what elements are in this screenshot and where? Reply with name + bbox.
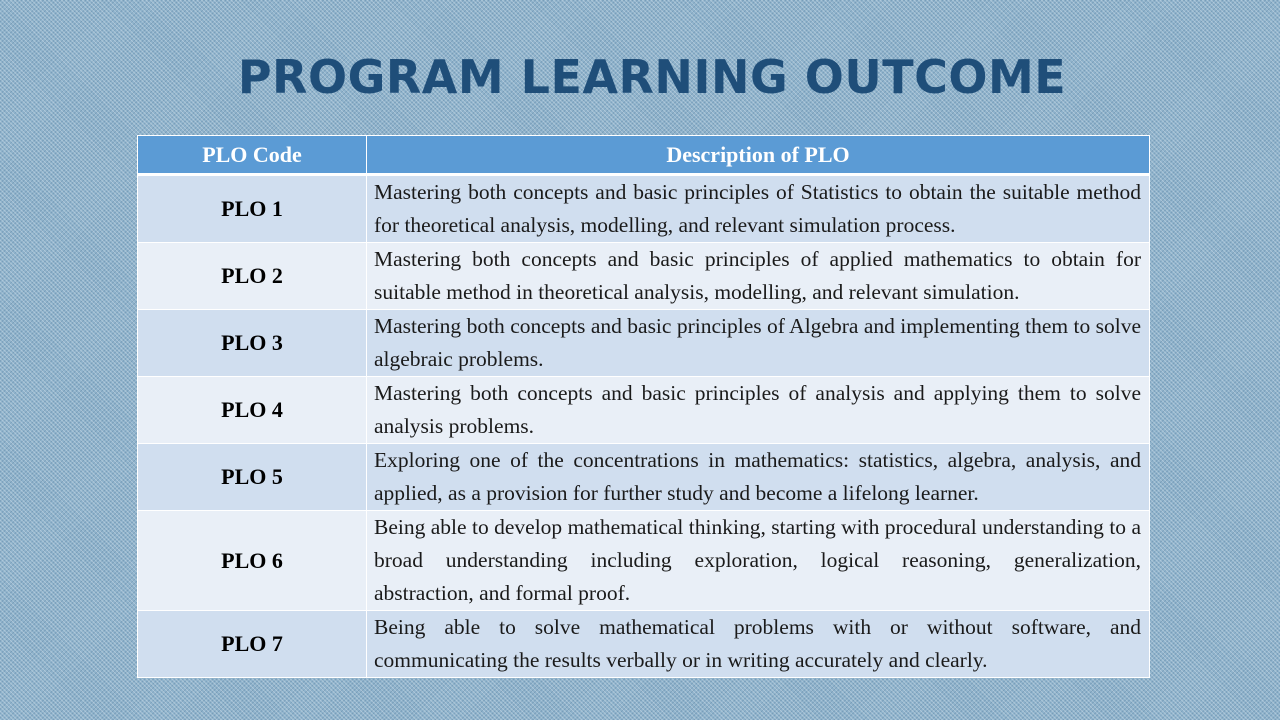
header-row bbox=[138, 136, 1150, 175]
plo-code-cell: PLO 7 bbox=[138, 611, 367, 678]
table-row bbox=[138, 310, 1150, 377]
slide-title: PROGRAM LEARNING OUTCOME bbox=[237, 50, 1067, 104]
header-plo-code: PLO Code bbox=[138, 136, 367, 175]
plo-table bbox=[137, 135, 1150, 678]
table-header bbox=[138, 136, 1150, 175]
plo-code-cell: PLO 1 bbox=[138, 175, 367, 243]
plo-description-cell: Mastering both concepts and basic principles of Algebra and implementing them to solve algebraic problems. bbox=[367, 310, 1150, 377]
table-body bbox=[138, 175, 1150, 678]
plo-description-cell: Mastering both concepts and basic principles of Statistics to obtain the suitable method for theoretical analysis, modelling, and relevant simulation process. bbox=[367, 175, 1150, 243]
table-row bbox=[138, 511, 1150, 611]
table-row bbox=[138, 377, 1150, 444]
plo-description-cell: Mastering both concepts and basic principles of analysis and applying them to solve analysis problems. bbox=[367, 377, 1150, 444]
plo-description-cell: Being able to develop mathematical thinking, starting with procedural understanding to a broad understanding including exploration, logical reasoning, generalization, abstraction, and formal proof. bbox=[367, 511, 1150, 611]
plo-code-cell: PLO 4 bbox=[138, 377, 367, 444]
plo-code-cell: PLO 6 bbox=[138, 511, 367, 611]
plo-description-cell: Being able to solve mathematical problems with or without software, and communicating the results verbally or in writing accurately and clearly. bbox=[367, 611, 1150, 678]
plo-code-cell: PLO 3 bbox=[138, 310, 367, 377]
header-description: Description of PLO bbox=[367, 136, 1150, 175]
plo-code-cell: PLO 5 bbox=[138, 444, 367, 511]
table-row bbox=[138, 444, 1150, 511]
plo-description-cell: Mastering both concepts and basic principles of applied mathematics to obtain for suitable method in theoretical analysis, modelling, and relevant simulation. bbox=[367, 243, 1150, 310]
plo-description-cell: Exploring one of the concentrations in mathematics: statistics, algebra, analysis, and applied, as a provision for further study and become a lifelong learner. bbox=[367, 444, 1150, 511]
table-row bbox=[138, 243, 1150, 310]
table-row bbox=[138, 175, 1150, 243]
plo-code-cell: PLO 2 bbox=[138, 243, 367, 310]
table-row bbox=[138, 611, 1150, 678]
